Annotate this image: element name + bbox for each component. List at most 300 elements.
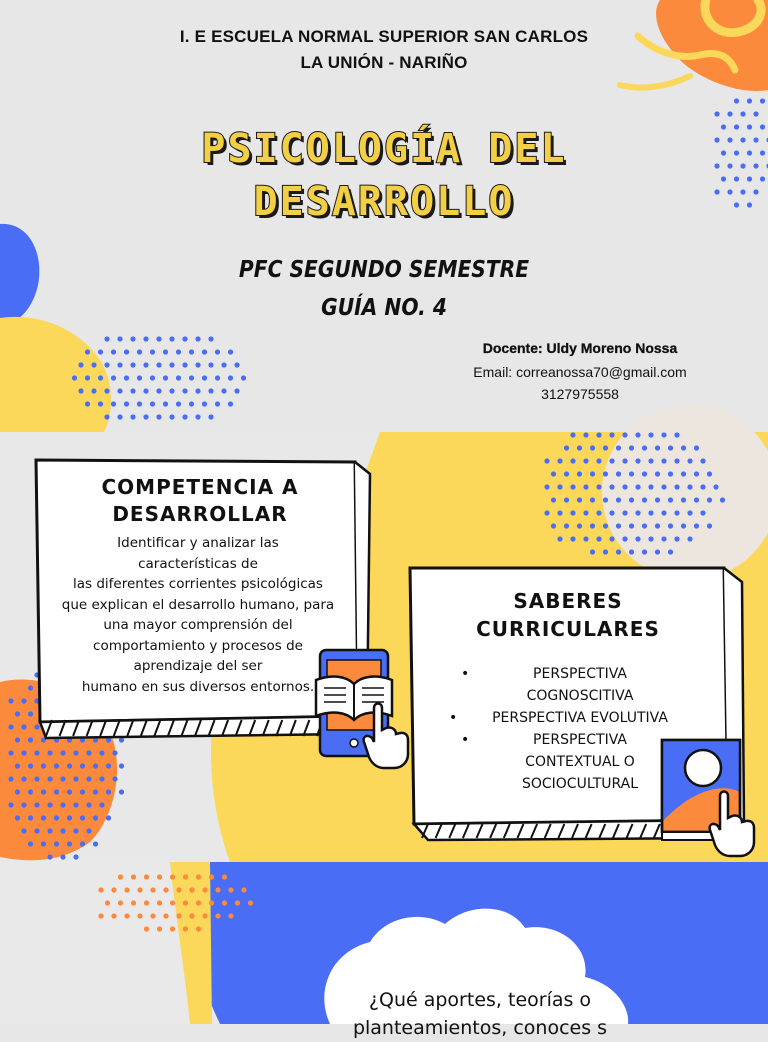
decor-dot xyxy=(241,375,246,380)
decor-dot xyxy=(157,874,162,879)
decor-dot xyxy=(156,414,161,419)
teacher-phone: 3127975558 xyxy=(541,386,619,402)
decor-dot xyxy=(182,414,187,419)
decor-dot xyxy=(182,362,187,367)
decor-dot xyxy=(209,874,214,879)
decor-dot xyxy=(150,913,155,918)
decor-dot xyxy=(629,471,634,476)
decor-dot xyxy=(54,815,59,820)
decor-dot xyxy=(208,388,213,393)
decor-dot xyxy=(635,484,640,489)
decor-dot xyxy=(170,900,175,905)
decor-dot xyxy=(707,523,712,528)
decor-dot xyxy=(28,841,33,846)
competencia-line: Identificar y analizar las xyxy=(117,535,279,551)
decor-dot xyxy=(629,523,634,528)
decor-dot xyxy=(73,802,78,807)
decor-dot xyxy=(98,349,103,354)
decor-dot xyxy=(8,724,13,729)
decor-dot xyxy=(681,497,686,502)
decor-dot xyxy=(131,900,136,905)
decor-dot xyxy=(47,854,52,859)
decor-dot xyxy=(67,815,72,820)
decor-dot xyxy=(156,362,161,367)
decor-dot xyxy=(21,698,26,703)
decor-dot xyxy=(47,802,52,807)
decor-dot xyxy=(694,523,699,528)
decor-dot xyxy=(169,336,174,341)
decor-dot xyxy=(183,874,188,879)
decor-dot xyxy=(67,841,72,846)
competencia-title-line2: DESARROLLAR xyxy=(112,502,288,526)
decor-dot xyxy=(228,375,233,380)
decor-dot xyxy=(629,445,634,450)
decor-dot xyxy=(117,362,122,367)
decor-dot xyxy=(189,887,194,892)
decor-dot xyxy=(590,523,595,528)
decor-dot xyxy=(183,900,188,905)
decor-dot xyxy=(137,349,142,354)
decor-dot xyxy=(544,510,549,515)
decor-dot xyxy=(130,362,135,367)
decor-dot xyxy=(15,737,20,742)
decor-dot xyxy=(196,900,201,905)
decor-dot xyxy=(73,828,78,833)
decor-dot xyxy=(34,724,39,729)
decor-dot xyxy=(163,349,168,354)
decor-dot xyxy=(202,375,207,380)
decor-dot xyxy=(176,375,181,380)
decor-dot xyxy=(104,362,109,367)
school-name: I. E ESCUELA NORMAL SUPERIOR SAN CARLOS xyxy=(179,27,589,46)
decor-dot xyxy=(687,458,692,463)
decor-dot xyxy=(674,458,679,463)
decor-dot xyxy=(106,789,111,794)
decor-dot xyxy=(564,445,569,450)
decor-dot xyxy=(60,828,65,833)
decor-dot xyxy=(564,523,569,528)
decor-dot xyxy=(85,349,90,354)
competencia-line: que explican el desarrollo humano, para xyxy=(61,596,335,613)
content-section xyxy=(0,432,768,862)
book-icon xyxy=(650,732,760,862)
decor-dot xyxy=(616,497,621,502)
decor-dot xyxy=(557,484,562,489)
decor-dot xyxy=(603,549,608,554)
decor-dot xyxy=(596,432,601,437)
decor-dot xyxy=(60,750,65,755)
page-title-line1: PSICOLOGÍA DEL xyxy=(201,126,567,172)
decor-dot xyxy=(112,776,117,781)
decor-dot xyxy=(747,98,752,103)
decor-dot xyxy=(674,510,679,515)
decor-dot xyxy=(583,484,588,489)
decor-dot xyxy=(28,737,33,742)
decor-dot xyxy=(616,445,621,450)
decor-dot xyxy=(143,362,148,367)
decor-dot xyxy=(564,471,569,476)
decor-dot xyxy=(714,111,719,116)
decor-dot xyxy=(635,458,640,463)
decor-dot xyxy=(596,510,601,515)
decor-dot xyxy=(228,349,233,354)
decor-dot xyxy=(577,471,582,476)
teacher-name: Docente: Uldy Moreno Nossa xyxy=(482,340,678,356)
decor-dot xyxy=(202,349,207,354)
decor-dot xyxy=(570,536,575,541)
decor-dot xyxy=(104,414,109,419)
decor-dot xyxy=(28,763,33,768)
decor-dot xyxy=(694,445,699,450)
decor-dot xyxy=(21,802,26,807)
decor-dot xyxy=(143,336,148,341)
decor-dot xyxy=(622,510,627,515)
decor-dot xyxy=(111,349,116,354)
decor-dot xyxy=(143,414,148,419)
decor-dot xyxy=(674,536,679,541)
decor-dot xyxy=(248,900,253,905)
subtitle-semester: PFC SEGUNDO SEMESTRE xyxy=(238,257,530,283)
decor-dot xyxy=(86,802,91,807)
decor-dot xyxy=(118,900,123,905)
decor-dot xyxy=(15,763,20,768)
decor-dot xyxy=(209,900,214,905)
decor-dot xyxy=(655,445,660,450)
decor-dot xyxy=(215,401,220,406)
decor-dot xyxy=(196,874,201,879)
decor-dot xyxy=(137,887,142,892)
decor-dot xyxy=(622,536,627,541)
decor-dot xyxy=(137,913,142,918)
decor-dot xyxy=(622,432,627,437)
list-item: • PERSPECTIVA CONTEXTUAL O SOCIOCULTURAL xyxy=(461,732,639,792)
decor-dot xyxy=(694,497,699,502)
decor-dot xyxy=(195,414,200,419)
decor-dot xyxy=(182,388,187,393)
decor-dot xyxy=(221,388,226,393)
decor-dot xyxy=(740,111,745,116)
decor-dot xyxy=(34,802,39,807)
decor-dot xyxy=(112,750,117,755)
competencia-line: características de xyxy=(138,555,258,572)
decor-dot xyxy=(681,445,686,450)
decor-dot xyxy=(111,913,116,918)
decor-dot xyxy=(635,432,640,437)
decor-dot xyxy=(603,471,608,476)
decor-dot xyxy=(583,510,588,515)
decor-dot xyxy=(60,854,65,859)
decor-dot xyxy=(54,763,59,768)
decor-dot xyxy=(570,458,575,463)
decor-dot xyxy=(668,471,673,476)
decor-dot xyxy=(67,763,72,768)
list-item: • PERSPECTIVA EVOLUTIVA xyxy=(449,710,668,726)
decor-dot xyxy=(596,536,601,541)
decor-dot xyxy=(609,458,614,463)
decor-dot xyxy=(700,510,705,515)
decor-dot xyxy=(215,913,220,918)
decor-dot xyxy=(622,458,627,463)
decor-dot xyxy=(124,401,129,406)
saberes-title-line1: SABERES xyxy=(513,589,623,613)
decor-dot xyxy=(72,375,77,380)
decor-dot xyxy=(208,336,213,341)
decor-dot xyxy=(570,510,575,515)
decor-dot xyxy=(687,536,692,541)
decor-dot xyxy=(105,900,110,905)
decor-dot xyxy=(137,401,142,406)
decor-dot xyxy=(551,523,556,528)
decor-dot xyxy=(616,471,621,476)
decor-dot xyxy=(80,789,85,794)
decor-dot xyxy=(111,375,116,380)
decor-dot xyxy=(661,536,666,541)
decor-dot xyxy=(28,685,33,690)
decor-dot xyxy=(73,750,78,755)
decor-dot xyxy=(80,763,85,768)
decor-dot xyxy=(642,549,647,554)
decor-dot xyxy=(118,874,123,879)
decor-dot xyxy=(629,549,634,554)
decor-dot xyxy=(603,523,608,528)
decor-dot xyxy=(117,414,122,419)
decor-dot xyxy=(583,432,588,437)
decor-dot xyxy=(228,887,233,892)
decor-dot xyxy=(8,698,13,703)
decor-dot xyxy=(700,484,705,489)
decor-dot xyxy=(60,776,65,781)
decor-dot xyxy=(144,900,149,905)
decor-dot xyxy=(144,926,149,931)
decor-dot xyxy=(687,510,692,515)
decor-dot xyxy=(655,523,660,528)
decor-dot xyxy=(609,484,614,489)
decor-dot xyxy=(124,913,129,918)
decor-dot xyxy=(78,388,83,393)
decor-dot xyxy=(609,536,614,541)
decor-dot xyxy=(189,401,194,406)
decor-dot xyxy=(544,458,549,463)
decor-dot xyxy=(648,432,653,437)
decor-dot xyxy=(99,802,104,807)
decor-dot xyxy=(241,887,246,892)
decor-dot xyxy=(648,484,653,489)
decor-dot xyxy=(34,750,39,755)
decor-dot xyxy=(551,497,556,502)
decor-dot xyxy=(681,523,686,528)
decor-dot xyxy=(176,913,181,918)
decor-dot xyxy=(15,789,20,794)
decor-dot xyxy=(163,375,168,380)
decor-dot xyxy=(86,776,91,781)
decor-dot xyxy=(609,510,614,515)
decor-dot xyxy=(208,362,213,367)
decor-dot xyxy=(189,349,194,354)
decor-dot xyxy=(176,401,181,406)
list-item: • PERSPECTIVA COGNOSCITIVA xyxy=(461,666,634,704)
decor-dot xyxy=(150,375,155,380)
decor-dot xyxy=(41,815,46,820)
decor-dot xyxy=(622,484,627,489)
decor-dot xyxy=(78,362,83,367)
decor-dot xyxy=(674,484,679,489)
decor-dot xyxy=(234,388,239,393)
competencia-title-line1: COMPETENCIA A xyxy=(101,475,299,499)
decor-dot xyxy=(661,484,666,489)
decor-dot xyxy=(137,375,142,380)
decor-dot xyxy=(130,414,135,419)
decor-dot xyxy=(93,763,98,768)
subtitle-guide: GUÍA NO. 4 xyxy=(321,295,447,321)
decor-dot xyxy=(183,926,188,931)
decor-dot xyxy=(54,789,59,794)
decor-dot xyxy=(99,776,104,781)
competencia-line: las diferentes corrientes psicológicas xyxy=(73,576,323,592)
decor-dot xyxy=(570,432,575,437)
decor-dot xyxy=(93,789,98,794)
decor-dot xyxy=(73,776,78,781)
decor-dot xyxy=(21,750,26,755)
decor-dot xyxy=(603,445,608,450)
question-line: planteamientos, conoces s xyxy=(352,1017,608,1039)
decor-dot xyxy=(720,497,725,502)
decor-dot xyxy=(111,401,116,406)
decor-dot xyxy=(106,815,111,820)
decor-dot xyxy=(668,445,673,450)
decor-dot xyxy=(156,336,161,341)
decor-dot xyxy=(119,789,124,794)
decor-dot xyxy=(111,887,116,892)
decor-dot xyxy=(642,497,647,502)
decor-dot xyxy=(655,549,660,554)
competencia-line: aprendizaje del ser xyxy=(133,658,263,674)
decor-dot xyxy=(655,497,660,502)
decor-dot xyxy=(668,523,673,528)
decor-dot xyxy=(577,523,582,528)
decor-dot xyxy=(85,375,90,380)
decor-dot xyxy=(176,887,181,892)
decor-dot xyxy=(609,432,614,437)
tablet-book-icon xyxy=(312,644,412,770)
decor-dot xyxy=(98,887,103,892)
decor-dot xyxy=(635,510,640,515)
decor-dot xyxy=(15,815,20,820)
decor-dot xyxy=(694,471,699,476)
decor-dot xyxy=(590,445,595,450)
decor-dot xyxy=(760,98,765,103)
decor-dot xyxy=(91,362,96,367)
decor-dot xyxy=(195,388,200,393)
decor-dot xyxy=(150,887,155,892)
decor-dot xyxy=(117,388,122,393)
decor-dot xyxy=(41,789,46,794)
decor-dot xyxy=(570,484,575,489)
decor-dot xyxy=(616,549,621,554)
decor-dot xyxy=(551,471,556,476)
decor-dot xyxy=(47,750,52,755)
decor-dot xyxy=(642,523,647,528)
decor-dot xyxy=(603,497,608,502)
decor-dot xyxy=(34,828,39,833)
decor-dot xyxy=(661,458,666,463)
decor-dot xyxy=(655,471,660,476)
decor-dot xyxy=(583,536,588,541)
decor-dot xyxy=(215,349,220,354)
decor-dot xyxy=(130,336,135,341)
decor-dot xyxy=(99,750,104,755)
decor-dot xyxy=(681,471,686,476)
decor-dot xyxy=(41,841,46,846)
decor-dot xyxy=(596,484,601,489)
decor-dot xyxy=(163,913,168,918)
decor-dot xyxy=(163,401,168,406)
decor-dot xyxy=(648,458,653,463)
decor-dot xyxy=(583,458,588,463)
decor-dot xyxy=(590,497,595,502)
decor-dot xyxy=(202,401,207,406)
decor-dot xyxy=(124,375,129,380)
competencia-line: comportamiento y procesos de xyxy=(93,637,303,654)
decor-dot xyxy=(557,458,562,463)
decor-dot xyxy=(170,874,175,879)
decor-dot xyxy=(104,336,109,341)
decor-dot xyxy=(86,828,91,833)
decor-dot xyxy=(157,926,162,931)
decor-dot xyxy=(707,471,712,476)
decor-dot xyxy=(221,362,226,367)
decor-dot xyxy=(143,388,148,393)
decor-dot xyxy=(687,484,692,489)
decor-dot xyxy=(124,887,129,892)
decor-dot xyxy=(169,414,174,419)
decor-dot xyxy=(222,874,227,879)
decor-dot xyxy=(668,549,673,554)
decor-dot xyxy=(668,497,673,502)
decor-dot xyxy=(228,401,233,406)
decor-dot xyxy=(590,549,595,554)
decor-dot xyxy=(93,815,98,820)
saberes-title-line2: CURRICULARES xyxy=(476,617,660,641)
school-location: LA UNIÓN - NARIÑO xyxy=(300,53,468,72)
teacher-email: Email: correanossa70@gmail.com xyxy=(473,364,687,380)
decor-dot xyxy=(85,401,90,406)
decor-dot xyxy=(557,536,562,541)
decor-dot xyxy=(169,362,174,367)
guiding-question xyxy=(300,986,660,1042)
decor-dot xyxy=(176,349,181,354)
decor-dot xyxy=(727,111,732,116)
decor-dot xyxy=(169,388,174,393)
decor-dot xyxy=(228,913,233,918)
decor-dot xyxy=(67,789,72,794)
decor-dot xyxy=(596,458,601,463)
decor-dot xyxy=(163,887,168,892)
question-line: ¿Qué aportes, teorías o xyxy=(368,989,592,1011)
decor-dot xyxy=(544,484,549,489)
decor-dot xyxy=(130,388,135,393)
decor-dot xyxy=(196,926,201,931)
decor-dot xyxy=(15,711,20,716)
decor-dot xyxy=(28,789,33,794)
decor-dot xyxy=(8,750,13,755)
decor-dot xyxy=(674,432,679,437)
decor-dot xyxy=(41,763,46,768)
decor-dot xyxy=(104,388,109,393)
decor-dot xyxy=(131,874,136,879)
decor-dot xyxy=(700,458,705,463)
decor-dot xyxy=(635,536,640,541)
cover-section xyxy=(0,0,768,432)
